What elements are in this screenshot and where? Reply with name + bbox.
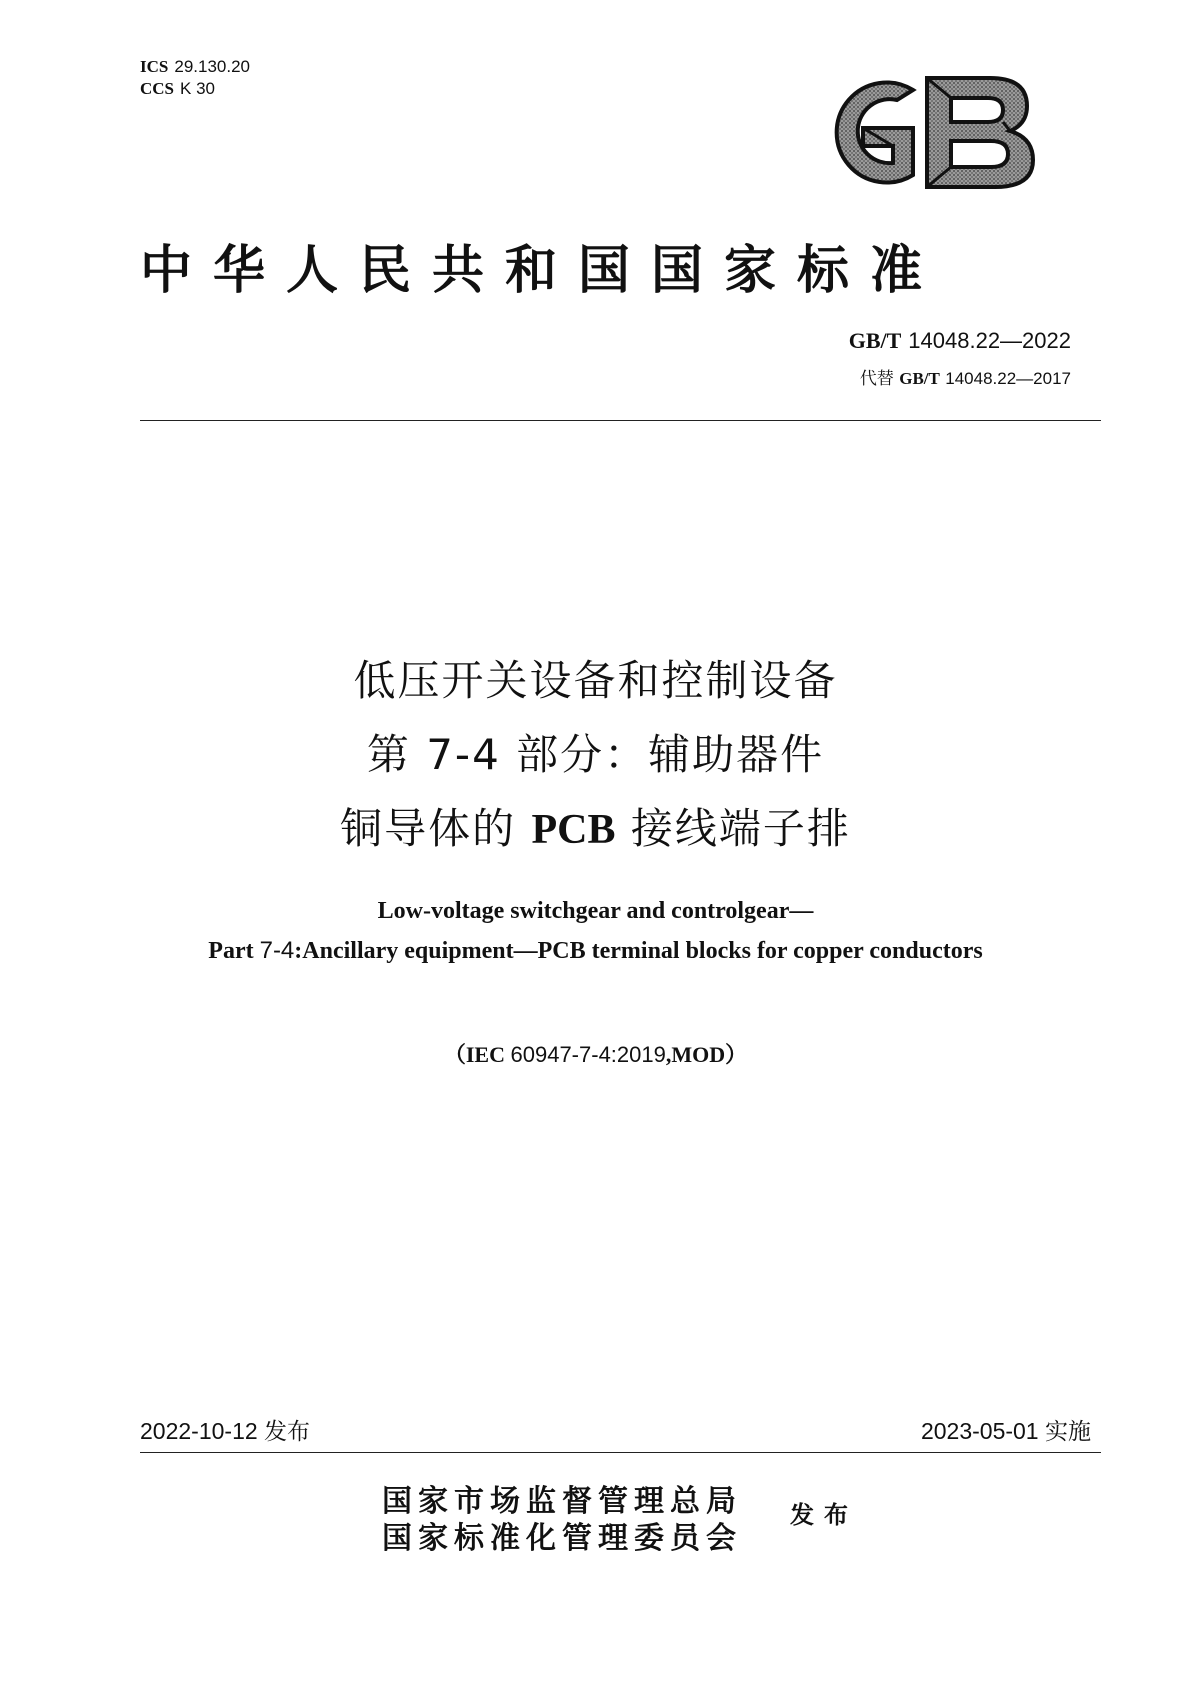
document-title-line-1: 低压开关设备和控制设备 xyxy=(353,656,838,705)
standard-prefix: GB/T xyxy=(848,328,902,353)
issue-date-value: 2022-10-12 xyxy=(140,1418,258,1444)
implementation-date-label: 实施 xyxy=(1045,1419,1091,1445)
national-standard-title: 中华人民共和国国家标准 xyxy=(140,240,944,301)
implementation-date-value: 2023-05-01 xyxy=(920,1418,1039,1444)
gb-logo xyxy=(805,70,1035,195)
ics-label: ICS xyxy=(140,57,169,76)
title-line-3-part-b: 接线端子排 xyxy=(630,804,851,853)
adoption-number: 60947-7-4:2019 xyxy=(510,1042,666,1067)
title-line-3-part-a: 铜导体的 xyxy=(340,804,517,853)
replaces-label: 代替 xyxy=(859,369,894,389)
ccs-value: K 30 xyxy=(180,79,215,98)
adoption-note xyxy=(0,1038,1191,1069)
english-title-part-number: 7-4 xyxy=(259,937,295,964)
english-title-rest: :Ancillary equipment—PCB terminal blocks for copper conductors xyxy=(294,938,983,964)
ccs-label: CCS xyxy=(140,79,175,98)
issuer-samr: 国家市场监督管理总局 xyxy=(382,1484,742,1519)
ics-code xyxy=(140,56,250,78)
adoption-open: （IEC xyxy=(443,1042,505,1067)
standard-number xyxy=(849,328,1071,354)
replaces-prefix: GB/T xyxy=(899,369,940,388)
replaces-number: 14048.22—2017 xyxy=(945,369,1071,388)
ics-value: 29.130.20 xyxy=(174,57,250,76)
issue-date xyxy=(140,1413,310,1446)
issuer-sac: 国家标准化管理委员会 xyxy=(382,1521,742,1556)
classification-codes xyxy=(140,56,250,100)
ccs-code xyxy=(140,78,250,100)
top-divider xyxy=(140,420,1101,421)
bottom-divider xyxy=(140,1452,1101,1453)
title-line-3-pcb: PCB xyxy=(531,807,616,853)
document-title-line-2: 第 7-4 部分：辅助器件 xyxy=(366,730,825,779)
english-title-line-1: Low-voltage switchgear and controlgear— xyxy=(377,898,814,924)
english-title-line-2 xyxy=(0,937,1191,965)
issue-word: 发布 xyxy=(790,1500,858,1529)
issue-date-label: 发布 xyxy=(264,1419,311,1445)
english-title-part: Part xyxy=(208,938,254,964)
replaces-standard xyxy=(860,364,1071,389)
document-title-line-3 xyxy=(0,796,1191,856)
standard-number-value: 14048.22—2022 xyxy=(908,328,1071,353)
implementation-date xyxy=(921,1413,1091,1446)
adoption-close: ,MOD） xyxy=(665,1042,748,1067)
